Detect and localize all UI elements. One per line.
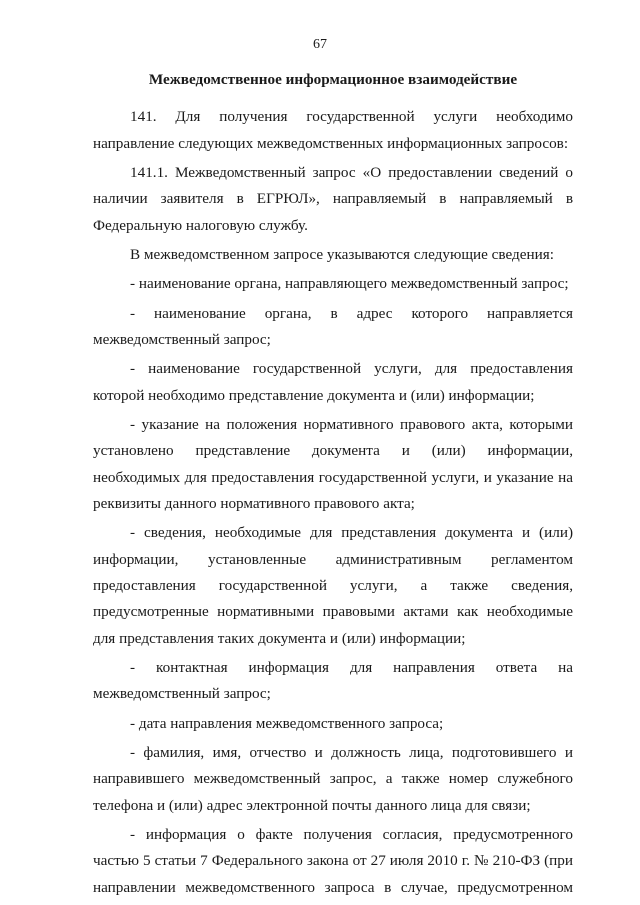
list-item-requesting-body: - наименование органа, направляющего межведомственный запрос; bbox=[130, 275, 569, 293]
paragraph-request-contents-intro: В межведомственном запросе указываются следующие сведения: bbox=[130, 245, 554, 263]
list-item-required-information: - сведения, необходимые для представления документа и (или) информации, установленные административным регламентом предоставления государственной услуги, а также сведения, предусмотренные нормативными правовыми актами как необходимые для представления таких документа и (или) информации; bbox=[93, 524, 573, 647]
list-item-addressee-body: - наименование органа, в адрес которого направляется межведомственный запрос; bbox=[93, 304, 573, 349]
list-item-consent-information: - информация о факте получения согласия, предусмотренного частью 5 статьи 7 Федерального закона от 27 июля 2010 г. № 210-ФЗ (при направлении межведомственного запроса в случае, предусмотренном bbox=[93, 826, 573, 896]
paragraph-141-1: 141.1. Межведомственный запрос «О предоставлении сведений о наличии заявителя в ЕГРЮЛ», направляемый в направляемый в Федеральную налоговую службу. bbox=[93, 163, 573, 234]
page-number: 67 bbox=[313, 37, 327, 52]
list-item-request-date: - дата направления межведомственного запроса; bbox=[130, 714, 444, 732]
paragraph-141: 141. Для получения государственной услуги необходимо направление следующих межведомственных информационных запросов: bbox=[93, 108, 573, 152]
list-item-contact-information: - контактная информация для направления ответа на межведомственный запрос; bbox=[93, 658, 573, 703]
page-body bbox=[93, 67, 573, 904]
list-item-responsible-person: - фамилия, имя, отчество и должность лица, подготовившего и направившего межведомственный запрос, а также номер служебного телефона и (или) адрес электронной почты данного лица для связи; bbox=[93, 744, 573, 814]
section-heading: Межведомственное информационное взаимодействие bbox=[148, 71, 518, 88]
list-item-legal-act-reference: - указание на положения нормативного правового акта, которыми установлено представление документа и (или) информации, необходимых для предоставления государственной услуги, и указание на реквизиты данного нормативного правового акта; bbox=[93, 416, 573, 513]
list-item-service-name: - наименование государственной услуги, для предоставления которой необходимо представление документа и (или) информации; bbox=[93, 360, 573, 404]
